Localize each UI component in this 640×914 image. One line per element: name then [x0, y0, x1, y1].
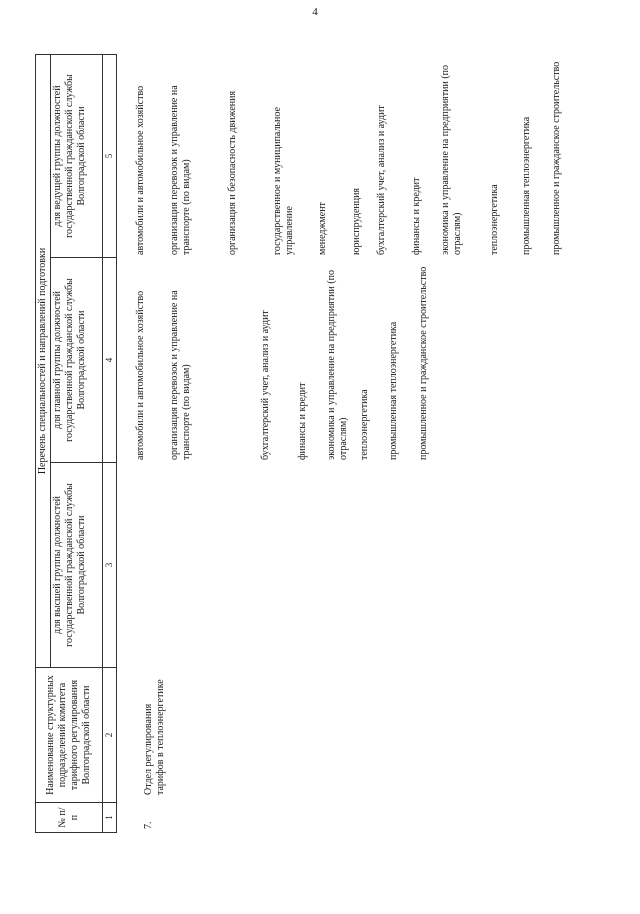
specialty-item: экономика и управление на предприятии (по отраслям) — [440, 64, 463, 255]
column-number: 1 — [103, 803, 117, 833]
specialty-item: бухгалтерский учет, анализ и аудит — [260, 310, 271, 460]
specialty-item: организация и безопасность движения — [227, 90, 238, 255]
header-department: Наименование структурных подразделений комитета тарифного регулирования Волгоградской области — [36, 668, 103, 803]
page-number: 4 — [312, 6, 318, 18]
specialty-item: промышленная теплоэнергетика — [388, 321, 399, 460]
specialty-item: промышленная теплоэнергетика — [521, 116, 532, 255]
specialty-item: организация перевозок и управление на транспорте (по видам) — [169, 85, 192, 255]
header-group: Перечень специальностей и направлений подготовки — [36, 54, 51, 667]
specialty-item: финансы и кредит — [297, 382, 308, 460]
specialty-item: промышленное и гражданское строительство — [551, 61, 562, 255]
table-row — [135, 55, 590, 833]
specialty-item: автомобили и автомобильное хозяйство — [135, 85, 146, 255]
column-number: 3 — [103, 463, 117, 668]
column-number: 4 — [103, 258, 117, 463]
column-number: 2 — [103, 668, 117, 803]
department-name: Отдел регулирования тарифов в теплоэнергетике — [143, 679, 166, 795]
specialty-item: финансы и кредит — [411, 177, 422, 255]
specialty-item: теплоэнергетика — [359, 389, 370, 460]
header-leading-group: для ведущей группы должностей государственной гражданской службы Волгоградской области — [51, 54, 103, 257]
specialty-item: организация перевозок и управление на транспорте (по видам) — [169, 290, 192, 460]
specialty-item: юриспруденция — [351, 187, 362, 255]
specialty-item: государственное и муниципальное управление — [272, 107, 295, 255]
column-number: 5 — [103, 54, 117, 257]
header-number: № п/п — [36, 803, 103, 833]
specialty-item: промышленное и гражданское строительство — [418, 266, 429, 460]
rotated-page — [35, 55, 595, 833]
specialty-item: экономика и управление на предприятии (по отраслям) — [326, 269, 349, 460]
specialty-item: теплоэнергетика — [489, 184, 500, 255]
header-table — [35, 54, 117, 833]
header-main-group: для главной группы должностей государственной гражданской службы Волгоградской области — [51, 258, 103, 463]
specialty-item: автомобили и автомобильное хозяйство — [135, 290, 146, 460]
specialty-item: бухгалтерский учет, анализ и аудит — [376, 105, 387, 255]
specialty-item: менеджмент — [317, 202, 328, 255]
header-top-group: для высшей группы должностей государственной гражданской службы Волгоградской области — [51, 463, 103, 668]
row-number: 7. — [143, 821, 154, 829]
